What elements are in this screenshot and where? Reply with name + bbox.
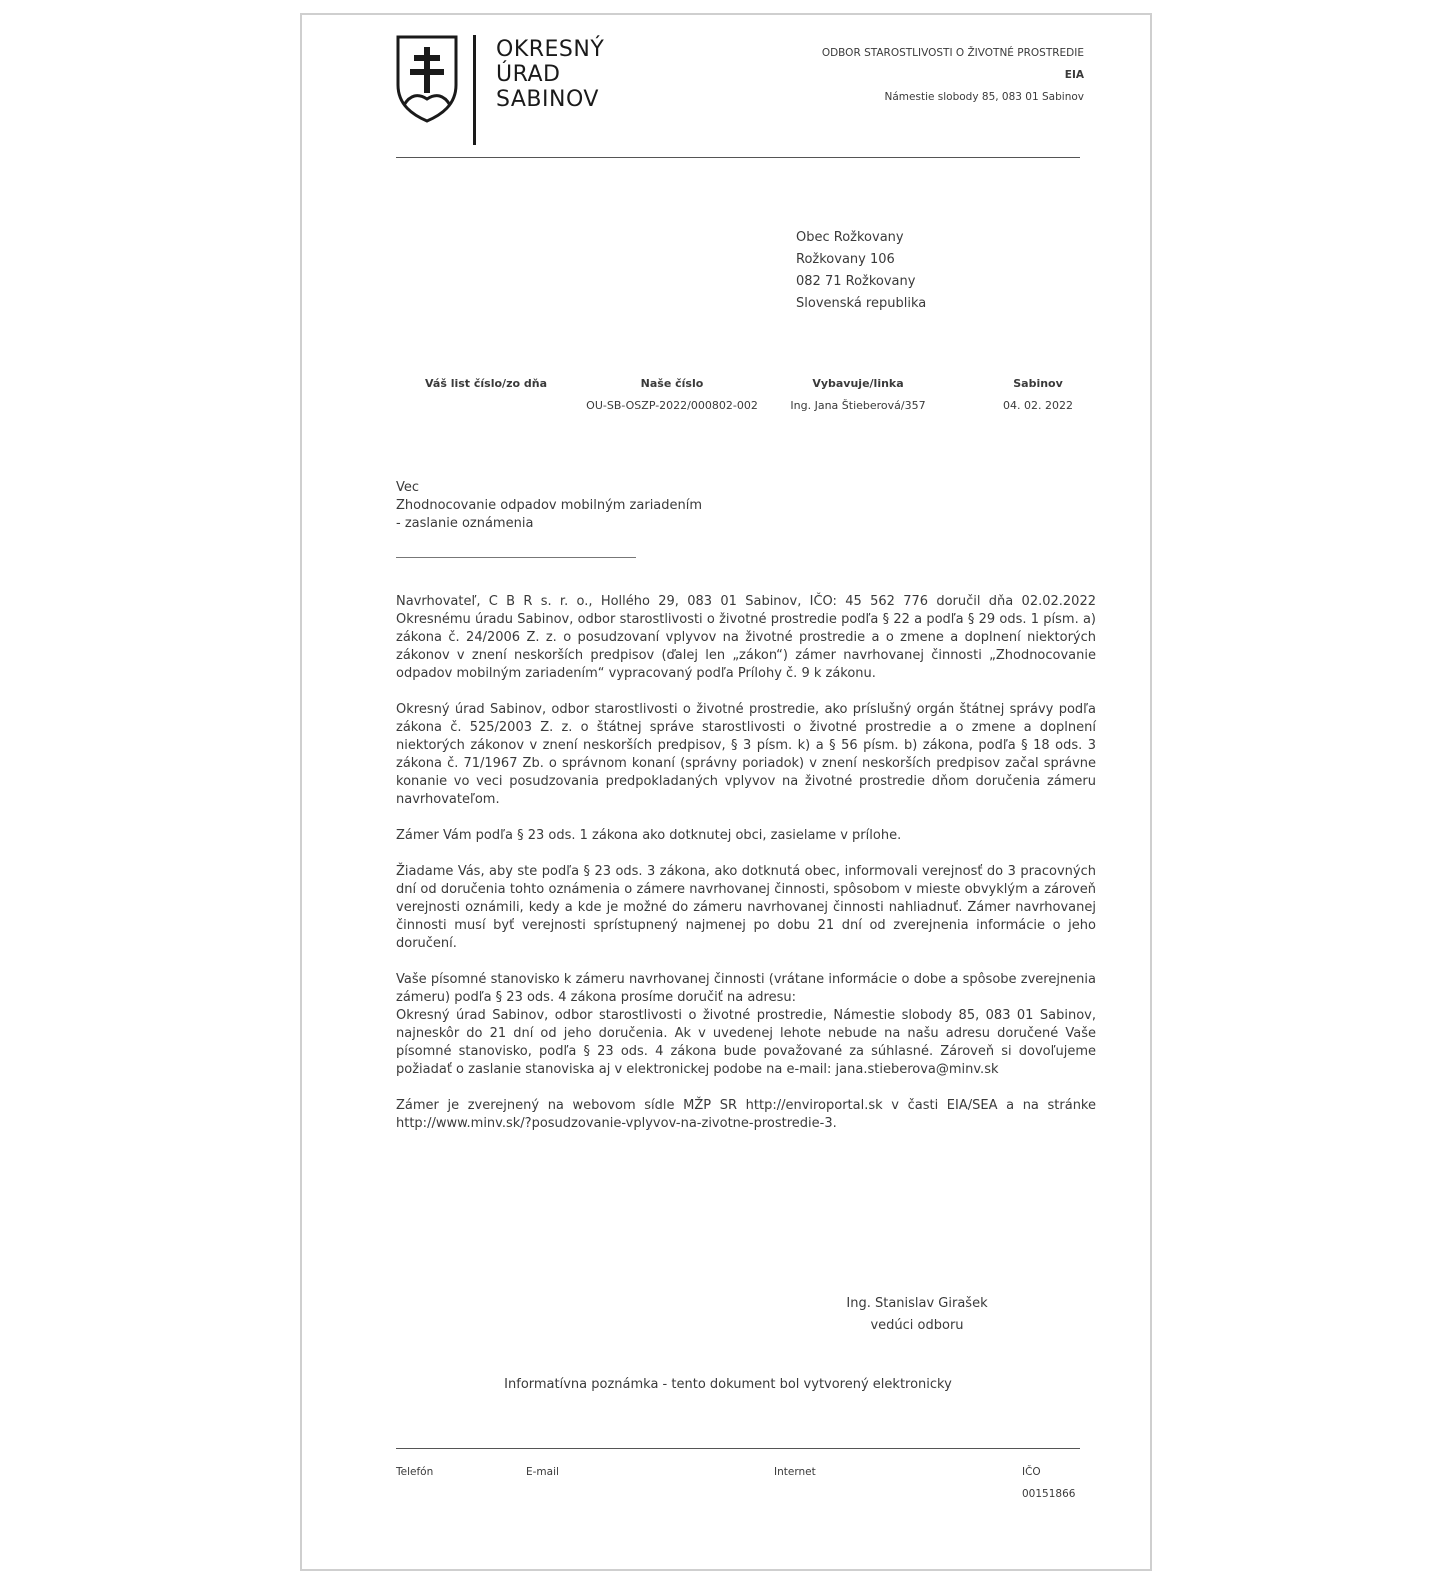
signature-block bbox=[822, 1293, 1012, 1337]
subject-label: Vec bbox=[396, 480, 420, 495]
office-name-line-2: ÚRAD bbox=[496, 62, 561, 87]
subject-divider bbox=[396, 557, 636, 558]
office-name-line-1: OKRESNÝ bbox=[496, 37, 605, 62]
footer-phone bbox=[396, 1461, 433, 1483]
header-divider bbox=[396, 157, 1080, 158]
department-unit: EIA bbox=[1064, 69, 1084, 81]
meta-our-number bbox=[572, 373, 772, 417]
footer-internet bbox=[774, 1461, 816, 1483]
meta-value: 04. 02. 2022 bbox=[1003, 399, 1073, 412]
footer-divider bbox=[396, 1448, 1080, 1449]
recipient-line: 082 71 Rožkovany bbox=[796, 274, 916, 289]
recipient-line: Obec Rožkovany bbox=[796, 230, 904, 245]
footer-ico bbox=[1022, 1461, 1075, 1505]
office-name bbox=[496, 37, 604, 112]
footer-ico-label: IČO bbox=[1022, 1466, 1041, 1478]
meta-label: Naše číslo bbox=[640, 377, 704, 390]
footer-phone-label: Telefón bbox=[396, 1466, 434, 1478]
subject-line: - zaslanie oznámenia bbox=[396, 516, 534, 531]
body-paragraph: Vaše písomné stanovisko k zámeru navrhovanej činnosti (vrátane informácie o dobe a spôsobe zverejnenia zámeru) podľa § 23 ods. 4 zákona prosíme doručiť na adresu: bbox=[396, 972, 1096, 1005]
department-name: ODBOR STAROSTLIVOSTI O ŽIVOTNÉ PROSTREDIE bbox=[821, 47, 1084, 59]
recipient-line: Rožkovany 106 bbox=[796, 252, 895, 267]
office-name-line-3: SABINOV bbox=[496, 87, 599, 112]
header-department-block bbox=[822, 42, 1084, 108]
meta-value: OU-SB-OSZP-2022/000802-002 bbox=[586, 399, 758, 412]
subject-block bbox=[396, 479, 702, 533]
meta-your-letter bbox=[386, 373, 586, 395]
meta-label: Vybavuje/linka bbox=[812, 377, 904, 390]
subject-line: Zhodnocovanie odpadov mobilným zariadením bbox=[396, 498, 703, 513]
signatory-name: Ing. Stanislav Girašek bbox=[846, 1296, 988, 1311]
meta-label: Sabinov bbox=[1013, 377, 1063, 390]
body-paragraph: Zámer Vám podľa § 23 ods. 1 zákona ako dotknutej obci, zasielame v prílohe. bbox=[396, 828, 902, 843]
meta-place-date bbox=[938, 373, 1138, 417]
footer-email bbox=[526, 1461, 559, 1483]
body-paragraph: Žiadame Vás, aby ste podľa § 23 ods. 3 zákona, ako dotknutá obec, informovali verejnosť do 3 pracovných dní od doručenia tohto oznámenia o zámere navrhovanej činnosti, spôsobom v mieste obvyklým a zároveň verejnosti oznámili, kedy a kde je možné do zámeru navrhovanej činnosti nahliadnuť. Zámer navrhovanej činnosti musí byť verejnosti sprístupnený najmenej po dobu 21 dní od zverejnenia informácie o jeho doručení. bbox=[396, 864, 1096, 951]
meta-label: Váš list číslo/zo dňa bbox=[425, 377, 547, 390]
department-address: Námestie slobody 85, 083 01 Sabinov bbox=[884, 91, 1084, 103]
footer-ico-value: 00151866 bbox=[1022, 1488, 1076, 1500]
document-page bbox=[300, 13, 1152, 1571]
footer-email-label: E-mail bbox=[526, 1466, 559, 1478]
electronic-document-note: Informatívna poznámka - tento dokument bol vytvorený elektronicky bbox=[504, 1377, 952, 1392]
body-paragraph: Okresný úrad Sabinov, odbor starostlivosti o životné prostredie, Námestie slobody 85, 083 01 Sabinov, najneskôr do 21 dní od jeho doručenia. Ak v uvedenej lehote nebude na našu adresu doručené Vaše písomné stanovisko, podľa § 23 ods. 4 zákona bude považované za súhlasné. Zároveň si dovoľujeme požiadať o zaslanie stanoviska aj v elektronickej podobe na e-mail: jana.stieberova@minv.sk bbox=[396, 1008, 1096, 1077]
recipient-line: Slovenská republika bbox=[796, 296, 927, 311]
body-paragraph: Okresný úrad Sabinov, odbor starostlivosti o životné prostredie, ako príslušný orgán štátnej správy podľa zákona č. 525/2003 Z. z. o štátnej správe starostlivosti o životné prostredie a o zmene a doplnení niektorých zákonov v znení neskorších predpisov, § 3 písm. k) a § 56 písm. b) zákona, podľa § 18 ods. 3 zákona č. 71/1967 Zb. o správnom konaní (správny poriadok) v znení neskorších predpisov začal správne konanie vo veci posudzovania predpokladaných vplyvov na životné prostredie dňom doručenia zámeru navrhovateľom. bbox=[396, 702, 1096, 807]
meta-value: Ing. Jana Štieberová/357 bbox=[790, 399, 926, 412]
letter-body bbox=[396, 593, 1096, 1151]
recipient-address bbox=[796, 227, 926, 315]
meta-handled-by bbox=[758, 373, 958, 417]
body-paragraph: Zámer je zverejnený na webovom sídle MŽP SR http://enviroportal.sk v časti EIA/SEA a na stránke http://www.minv.sk/?posudzovanie-vplyvov-na-zivotne-prostredie-3. bbox=[396, 1098, 1096, 1131]
signatory-title: vedúci odboru bbox=[870, 1318, 964, 1333]
footer-internet-label: Internet bbox=[774, 1466, 816, 1478]
body-paragraph: Navrhovateľ, C B R s. r. o., Hollého 29, 083 01 Sabinov, IČO: 45 562 776 doručil dňa 02.02.2022 Okresnému úradu Sabinov, odbor starostlivosti o životné prostredie podľa § 22 a podľa § 29 ods. 1 písm. a) zákona č. 24/2006 Z. z. o posudzovaní vplyvov na životné prostredie a o zmene a doplnení niektorých zákonov v znení neskorších predpisov (ďalej len „zákon“) zámer navrhovanej činnosti „Zhodnocovanie odpadov mobilným zariadením“ vypracovaný podľa Prílohy č. 9 k zákonu. bbox=[396, 594, 1096, 681]
